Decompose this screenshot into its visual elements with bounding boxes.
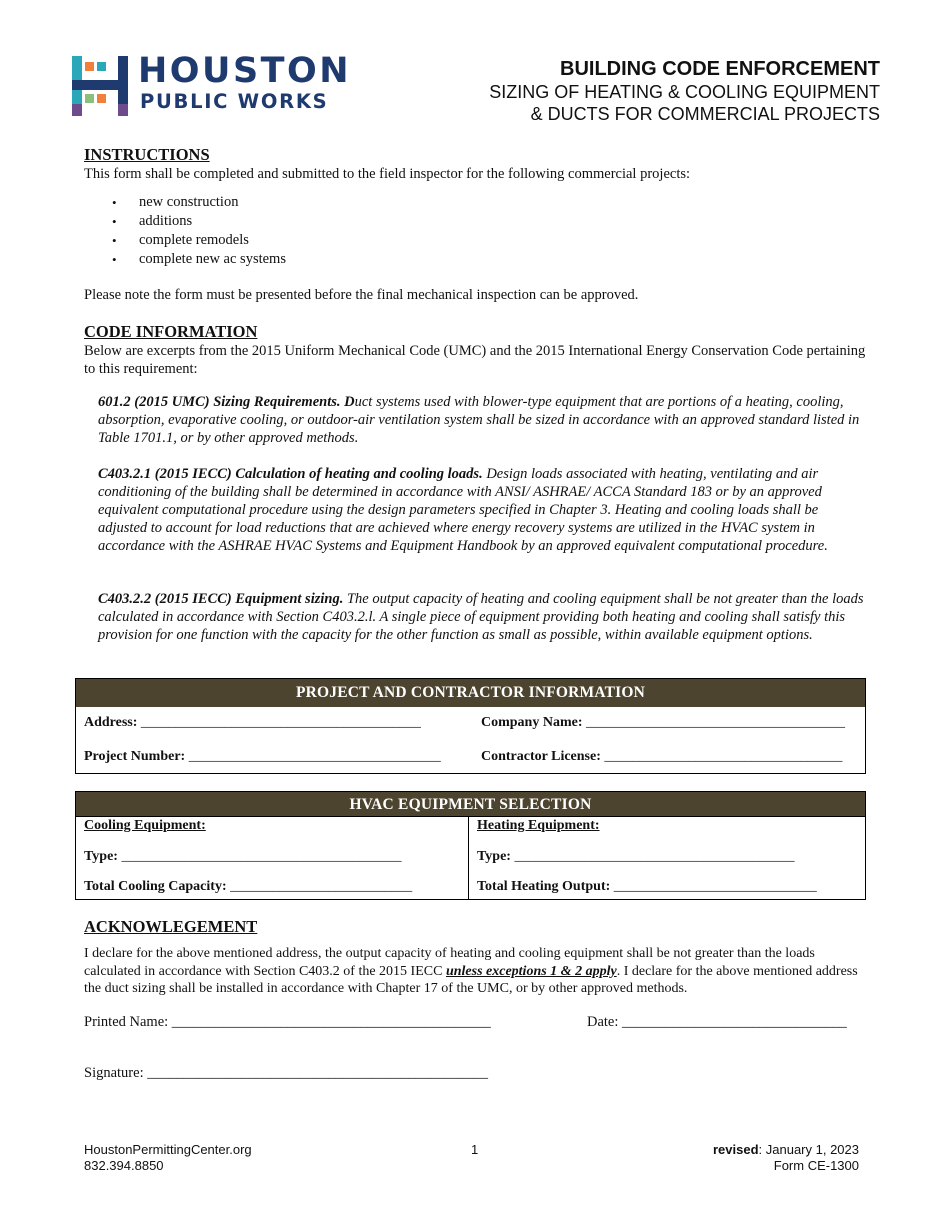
cooling-type-label: Type: xyxy=(84,849,118,864)
footer-revision xyxy=(713,1142,859,1174)
address-line[interactable]: ________________________________________ xyxy=(140,715,421,730)
total-cooling-capacity-line[interactable]: __________________________ xyxy=(230,879,413,894)
code-excerpt-umc-601-2 xyxy=(98,393,868,447)
excerpt-title: 601.2 (2015 UMC) Sizing Requirements. D xyxy=(98,394,355,410)
revised-date xyxy=(713,1142,859,1158)
contractor-license-field[interactable] xyxy=(481,749,842,765)
code-info-heading: CODE INFORMATION xyxy=(84,322,258,341)
project-type-list xyxy=(112,193,286,269)
acknowledgement-text-part2: . I declare for the above mentioned address the duct sizing shall be installed in accordance with Chapter 17 of the UMC, or by other approved methods. xyxy=(84,963,858,996)
total-heating-output-label: Total Heating Output: xyxy=(477,879,611,894)
list-item: • additions xyxy=(112,212,286,231)
total-heating-output-line[interactable]: _____________________________ xyxy=(613,879,817,894)
heating-type-line[interactable]: ________________________________________ xyxy=(514,849,795,864)
document-header xyxy=(489,57,880,125)
signature-label: Signature: xyxy=(84,1065,144,1081)
signature-line[interactable]: _______________________________________________ xyxy=(147,1065,488,1081)
printed-name-field[interactable] xyxy=(84,1014,491,1031)
total-cooling-capacity-field[interactable] xyxy=(84,879,412,895)
instructions-section xyxy=(84,145,874,183)
date-label: Date: xyxy=(587,1014,619,1030)
project-number-field[interactable] xyxy=(84,749,441,765)
form-number: Form CE-1300 xyxy=(773,1158,859,1173)
acknowledgement-text xyxy=(84,945,874,998)
instructions-note: Please note the form must be presented before the final mechanical inspection can be approved. xyxy=(84,287,639,303)
column-divider xyxy=(468,817,469,899)
excerpt-title: C403.2.1 (2015 IECC) Calculation of heating and cooling loads. xyxy=(98,466,483,482)
cooling-type-field[interactable] xyxy=(84,849,401,865)
instructions-heading: INSTRUCTIONS xyxy=(84,145,210,164)
signature-field[interactable] xyxy=(84,1065,488,1082)
cooling-equipment-heading: Cooling Equipment: xyxy=(84,818,206,833)
excerpt-text: uct systems used with blower-type equipment that are portions of a heating, cooling, absorption, evaporative cooling, or outdoor-air ventilation system shall be sized in accordance with an approved standard listed in Table 1701.1, or by other approved methods. xyxy=(98,394,860,446)
header-subtitle-1: SIZING OF HEATING & COOLING EQUIPMENT xyxy=(489,82,880,102)
houston-public-works-logo xyxy=(72,51,372,118)
revised-label: revised xyxy=(712,1142,759,1157)
address-label: Address: xyxy=(84,715,138,730)
logo-text-houston: HOUSTON xyxy=(138,51,352,91)
excerpt-text: The output capacity of heating and cooling equipment shall be not greater than the loads calculated in accordance with Section C403.2.l. A single piece of equipment providing both heating and cooling shall satisfy this provision for one function with the capacity for the other function as small as possible, within available equipment options. xyxy=(98,591,864,643)
company-name-label: Company Name: xyxy=(481,715,583,730)
hvac-equipment-box xyxy=(75,791,866,900)
company-name-field[interactable] xyxy=(481,715,845,731)
list-item: • complete remodels xyxy=(112,231,286,250)
page-number: 1 xyxy=(471,1142,479,1157)
address-field[interactable] xyxy=(84,715,421,731)
footer-website: HoustonPermittingCenter.org xyxy=(84,1142,252,1157)
exceptions-emphasis: unless exceptions 1 & 2 apply xyxy=(445,963,617,979)
code-excerpt-iecc-c403-2-2 xyxy=(98,590,868,644)
project-contractor-box xyxy=(75,678,866,774)
heating-type-field[interactable] xyxy=(477,849,794,865)
code-information-section xyxy=(84,322,874,378)
total-cooling-capacity-label: Total Cooling Capacity: xyxy=(84,879,227,894)
code-excerpt-iecc-c403-2-1 xyxy=(98,465,868,555)
code-info-intro: Below are excerpts from the 2015 Uniform Mechanical Code (UMC) and the 2015 International Energy Conservation Code pertaining to this requirement: xyxy=(84,343,866,377)
acknowledgement-heading: ACKNOWLEGEMENT xyxy=(84,917,258,936)
instructions-intro: This form shall be completed and submitted to the field inspector for the following commercial projects: xyxy=(84,166,691,182)
header-subtitle-2: & DUCTS FOR COMMERCIAL PROJECTS xyxy=(530,104,880,124)
project-number-line[interactable]: ____________________________________ xyxy=(188,749,441,764)
logo-mark-icon xyxy=(72,56,132,116)
date-line[interactable]: _______________________________ xyxy=(622,1014,847,1030)
contractor-license-line[interactable]: __________________________________ xyxy=(604,749,843,764)
header-title: BUILDING CODE ENFORCEMENT xyxy=(560,58,880,80)
revised-date-value: : January 1, 2023 xyxy=(758,1142,859,1157)
printed-name-label: Printed Name: xyxy=(84,1014,169,1030)
total-heating-output-field[interactable] xyxy=(477,879,817,895)
list-item: • new construction xyxy=(112,193,286,212)
contractor-license-label: Contractor License: xyxy=(481,749,601,764)
footer-contact xyxy=(84,1142,252,1174)
acknowledgement-section xyxy=(84,917,874,998)
excerpt-title: C403.2.2 (2015 IECC) Equipment sizing. xyxy=(98,591,344,607)
cooling-type-line[interactable]: ________________________________________ xyxy=(121,849,402,864)
excerpt-text: Design loads associated with heating, ventilating and air conditioning of the building shall be determined in accordance with ANSI/ ASHRAE/ ACCA Standard 183 or by an approved equivalent computational procedure using the design parameters specified in Chapter 3. Heating and cooling loads shall be adjusted to account for load reductions that are achieved where energy recovery systems are utilized in the HVAC system in accordance with the ASHRAE HVAC Systems and Equipment Handbook by an approved equivalent computational procedure. xyxy=(98,466,828,554)
company-name-line[interactable]: _____________________________________ xyxy=(586,715,845,730)
project-box-heading: PROJECT AND CONTRACTOR INFORMATION xyxy=(76,679,865,707)
date-field[interactable] xyxy=(587,1014,847,1031)
list-item: • complete new ac systems xyxy=(112,250,286,269)
logo-text-public-works: PUBLIC WORKS xyxy=(140,90,329,113)
printed-name-line[interactable]: ____________________________________________ xyxy=(171,1014,491,1030)
footer-phone: 832.394.8850 xyxy=(84,1158,164,1173)
heating-type-label: Type: xyxy=(477,849,511,864)
heating-equipment-heading: Heating Equipment: xyxy=(477,818,600,833)
acknowledgement-text-part1: I declare for the above mentioned address, the output capacity of heating and cooling equipment shall be not greater than the loads calculated in accordance with Section C403.2 of the 2015 IECC xyxy=(84,946,815,979)
hvac-box-heading: HVAC EQUIPMENT SELECTION xyxy=(76,792,865,817)
project-number-label: Project Number: xyxy=(84,749,186,764)
